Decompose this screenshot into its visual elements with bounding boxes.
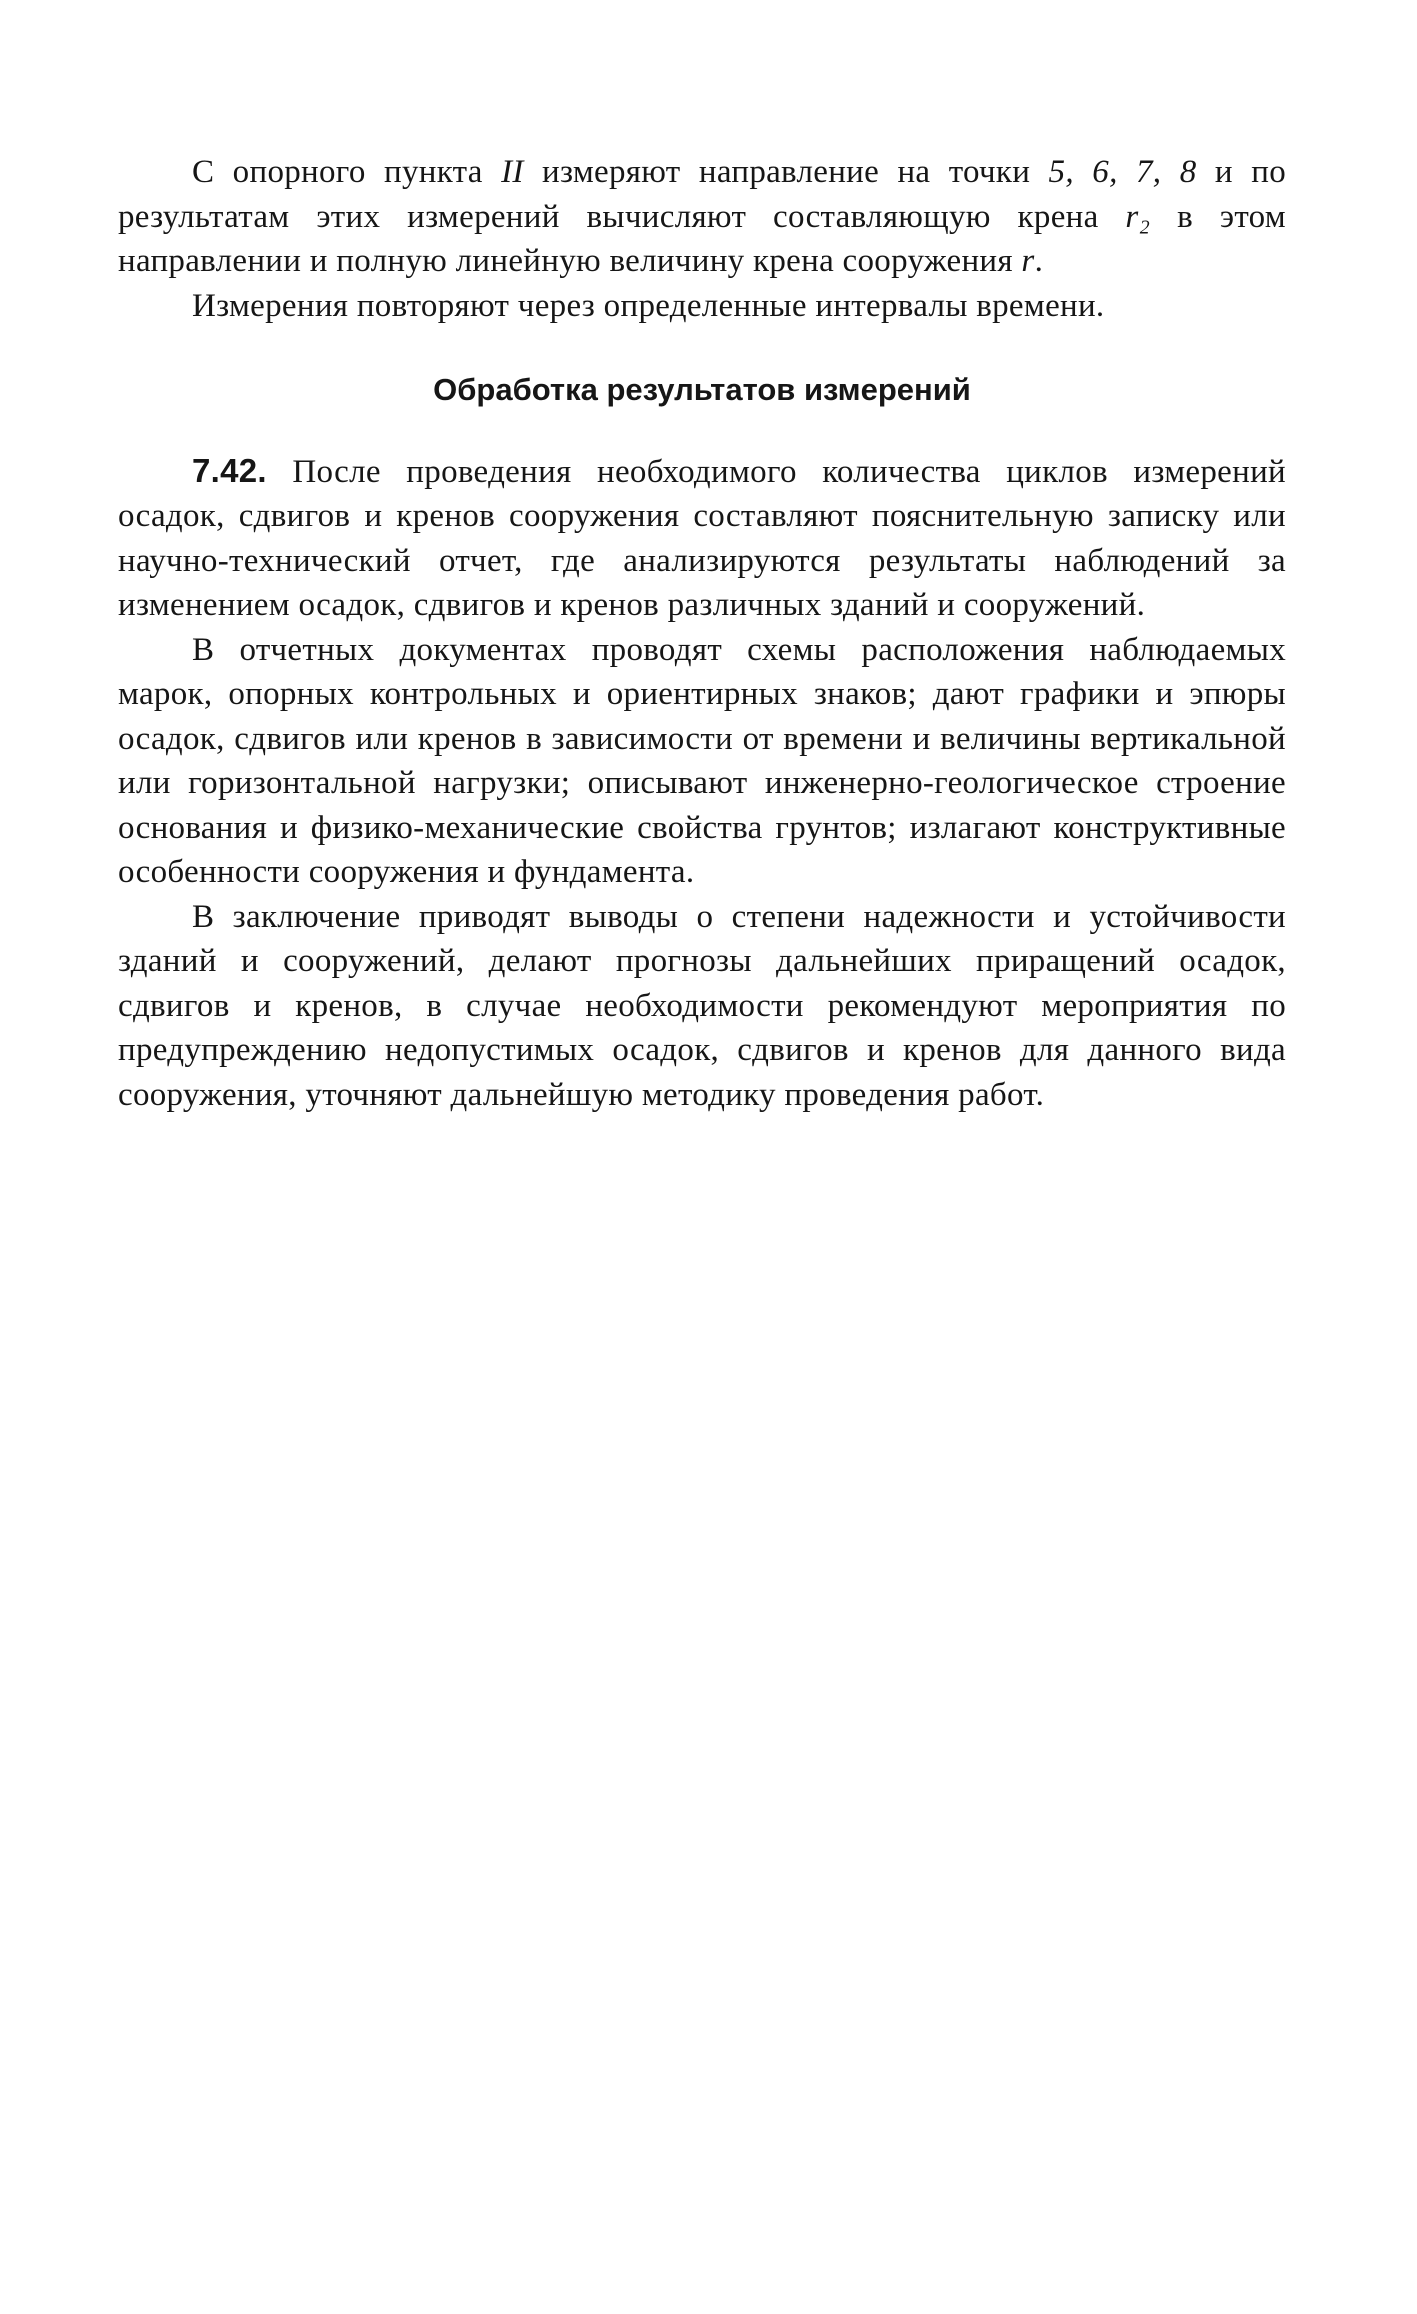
- text-run: измеряют направление на точки: [523, 154, 1049, 190]
- paragraph-7-42: [118, 449, 1286, 628]
- point-numbers: 5, 6, 7, 8: [1048, 154, 1197, 190]
- symbol-r2: r₂: [1125, 198, 1151, 235]
- point-label-ii: II: [501, 154, 524, 190]
- paragraph-number: 7.42.: [192, 451, 267, 489]
- text-run: и по результатам этих измерений вычисляют составляющую крена: [118, 154, 1287, 235]
- text-run: .: [1034, 243, 1044, 279]
- text-run: в этом направлении и полную линейную величину крена сооружения: [118, 198, 1286, 279]
- symbol-r: r: [1021, 243, 1035, 279]
- section-heading: Обработка результатов измерений: [433, 372, 971, 407]
- paragraph-bank-measurement: [118, 150, 1286, 284]
- text-run: С опорного пункта: [192, 154, 502, 190]
- paragraph-repeat-measurements: Измерения повторяют через определенные интервалы времени.: [192, 287, 1105, 324]
- paragraph-text: После проведения необходимого количества циклов измерений осадок, сдвигов и кренов сооружения составляют пояснительную записку или научно-технический отчет, где анализируются результаты наблюдений за изменением осадок, сдвигов и кренов различных зданий и сооружений.: [118, 453, 1286, 623]
- paragraph-conclusion: В заключение приводят выводы о степени надежности и устойчивости зданий и сооружений, делают прогнозы дальнейших приращений осадок, сдвигов и кренов, в случае необходимости рекомендуют мероприятия по предупреждению недопустимых осадок, сдвигов и кренов для данного вида сооружения, уточняют дальнейшую методику проведения работ.: [118, 898, 1286, 1113]
- paragraph-report-contents: В отчетных документах проводят схемы расположения наблюдаемых марок, опорных контрольных и ориентирных знаков; дают графики и эпюры осадок, сдвигов или кренов в зависимости от времени и величины вертикальной или горизонтальной нагрузки; описывают инженерно-геологическое строение основания и физико-механические свойства грунтов; излагают конструктивные особенности сооружения и фундамента.: [118, 631, 1286, 890]
- document-body: [118, 150, 1286, 1117]
